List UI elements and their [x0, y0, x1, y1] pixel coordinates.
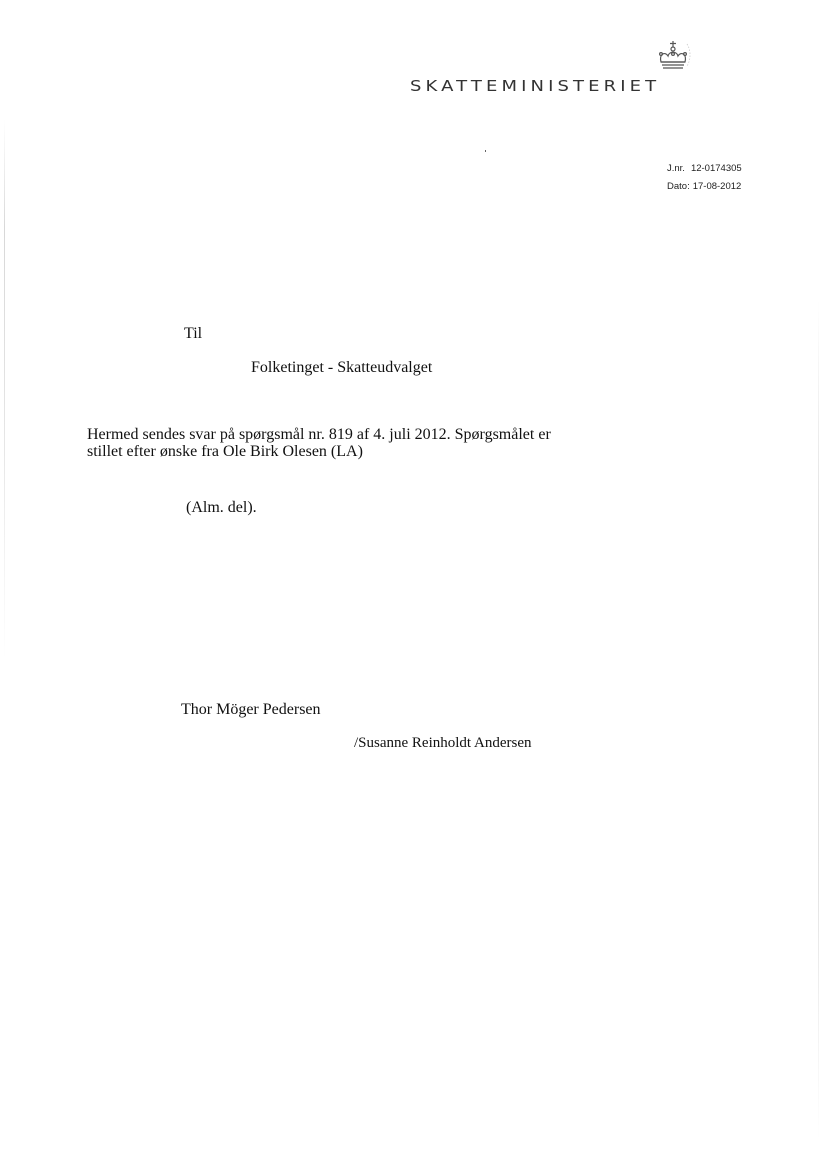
danish-crown-icon [653, 38, 693, 72]
journal-number-value: 12-0174305 [690, 163, 742, 174]
recipient: Folketinget - Skatteudvalget [251, 359, 433, 376]
salutation: Til [184, 325, 203, 342]
journal-number-label: J.nr. [667, 163, 685, 174]
letter-body-line-2: stillet efter ønske fra Ole Birk Olesen (LA) [87, 443, 363, 460]
signatory: Thor Möger Pedersen [181, 701, 321, 718]
scan-edge-left [4, 120, 5, 660]
reference-note: (Alm. del). [186, 499, 257, 516]
letter-body-line-1: Hermed sendes svar på spørgsmål nr. 819 af 4. juli 2012. Spørgsmålet er [87, 426, 551, 443]
letter-body [87, 426, 587, 460]
letter-date [667, 181, 741, 192]
scan-edge-right [818, 300, 819, 1140]
ministry-name: SKATTEMINISTERIET [410, 78, 661, 96]
journal-number [667, 163, 742, 174]
letter-date-value: 17-08-2012 [692, 181, 742, 192]
scan-speck [485, 150, 486, 152]
letter-date-label: Dato: [667, 181, 690, 192]
cosignatory: /Susanne Reinholdt Andersen [354, 735, 532, 751]
